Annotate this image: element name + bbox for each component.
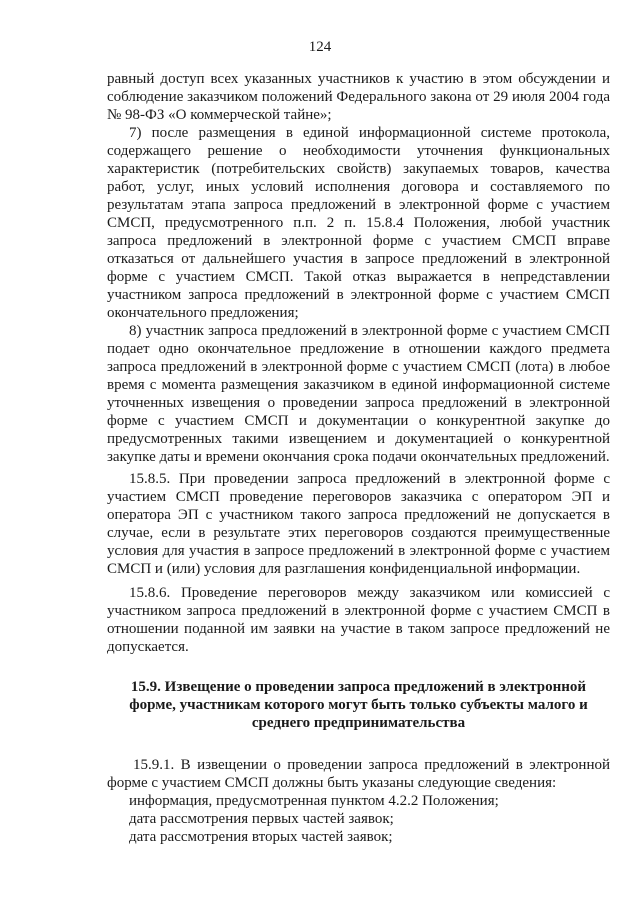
list-item-first-parts-date: дата рассмотрения первых частей заявок; [129,811,394,827]
page-number: 124 [308,39,332,55]
paragraph-continuation: равный доступ всех указанных участников к участию в этом обсуждении и соблюдение заказчиком положений Федерального закона от 29 июля 2004 года № 98-ФЗ «О коммерческой тайне»; [107,71,610,123]
paragraph-15-8-5: 15.8.5. При проведении запроса предложений в электронной форме с участием СМСП проведение переговоров заказчика с оператором ЭП и оператора ЭП с участником такого запроса предложений не допускается в случае, если в результате этих переговоров создаются преимущественные условия для участия в запросе предложений в электронной форме с участием СМСП и (или) условия для разглашения конфиденциальной информации. [107,471,610,577]
list-item-second-parts-date: дата рассмотрения вторых частей заявок; [129,829,393,845]
paragraph-15-9-1: 15.9.1. В извещении о проведении запроса предложений в электронной форме с участием СМСП должны быть указаны следующие сведения: [107,757,610,791]
paragraph-15-8-6: 15.8.6. Проведение переговоров между заказчиком или комиссией с участником запроса предложений в электронной форме с участием СМСП в отношении поданной им заявки на участие в таком запросе предложений не допускается. [107,585,610,655]
paragraph-item-8: 8) участник запроса предложений в электронной форме с участием СМСП подает одно окончательное предложение в отношении каждого предмета запроса предложений в электронной форме с участием СМСП (лота) в любое время с момента размещения заказчиком в единой информационной системе уточненных извещения о проведении запроса предложений в электронной форме с участием СМСП и документации о конкурентной закупке до предусмотренных такими извещением и документацией о конкурентной закупке даты и времени окончания срока подачи окончательных предложений. [107,323,610,465]
paragraph-item-7: 7) после размещения в единой информационной системе протокола, содержащего решение о необходимости уточнения функциональных характеристик (потребительских свойств) закупаемых товаров, качества работ, услуг, иных условий исполнения договора и составляемого по результатам этапа запроса предложений в электронной форме с участием СМСП, предусмотренного п.п. 2 п. 15.8.4 Положения, любой участник запроса предложений в электронной форме с участием СМСП вправе отказаться от дальнейшего участия в запросе предложений в электронной форме с участием СМСП. Такой отказ выражается в непредставлении участником запроса предложений в электронной форме с участием СМСП окончательного предложения; [107,125,610,321]
section-heading-15-9: 15.9. Извещение о проведении запроса предложений в электронной форме, участникам которого могут быть только субъекты малого и среднего предпринимательства [129,679,588,731]
list-item-info: информация, предусмотренная пунктом 4.2.2 Положения; [129,793,499,809]
document-body [107,70,610,846]
